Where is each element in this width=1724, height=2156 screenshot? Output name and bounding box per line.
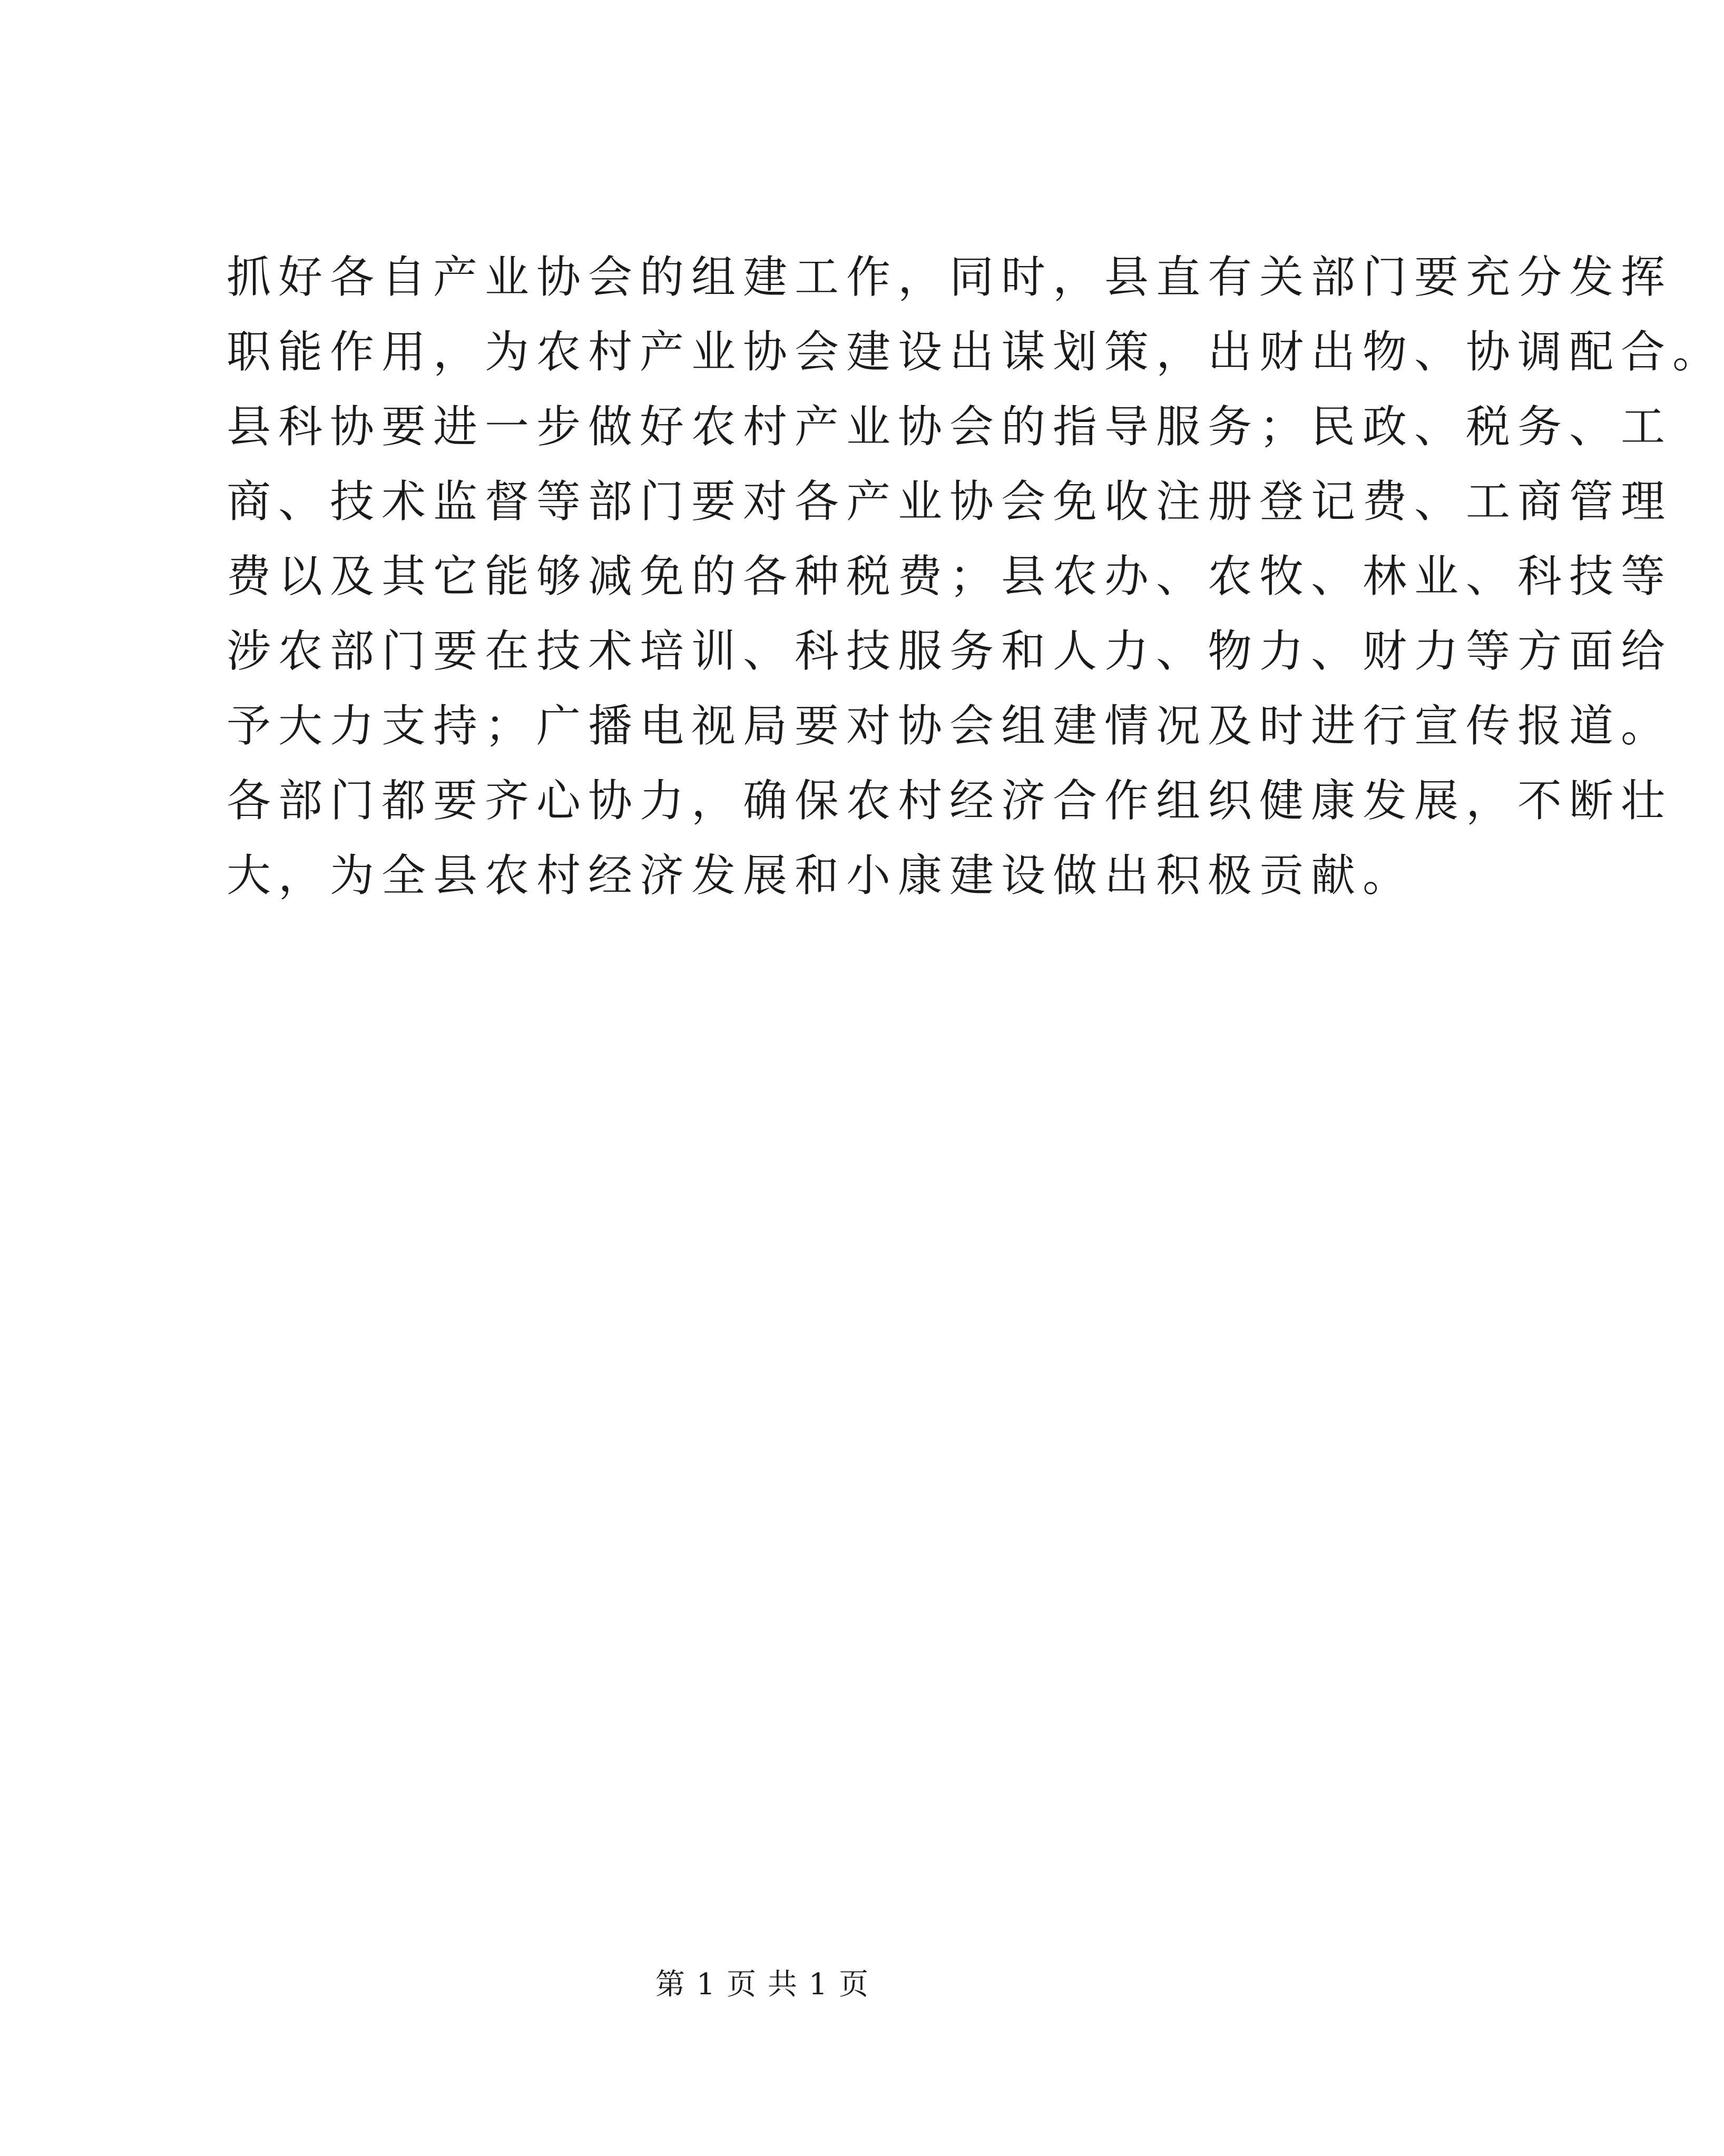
paragraph-line-7: 予大力支持；广播电视局要对协会组建情况及时进行宣传报道。 bbox=[227, 700, 1673, 752]
paragraph-line-3: 县科协要进一步做好农村产业协会的指导服务；民政、税务、工 bbox=[227, 401, 1673, 452]
paragraph-line-9: 大，为全县农村经济发展和小康建设做出积极贡献。 bbox=[227, 850, 1415, 901]
paragraph-line-8: 各部门都要齐心协力，确保农村经济合作组织健康发展，不断壮 bbox=[227, 775, 1673, 826]
paragraph-line-1: 抓好各自产业协会的组建工作，同时，县直有关部门要充分发挥 bbox=[227, 251, 1673, 303]
body-paragraph bbox=[227, 240, 1724, 913]
paragraph-line-4: 商、技术监督等部门要对各产业协会免收注册登记费、工商管理 bbox=[227, 476, 1673, 527]
paragraph-line-2: 职能作用，为农村产业协会建设出谋划策，出财出物、协调配合。 bbox=[227, 326, 1724, 378]
page-number-footer: 第 1 页 共 1 页 bbox=[655, 1967, 870, 2002]
paragraph-line-6: 涉农部门要在技术培训、科技服务和人力、物力、财力等方面给 bbox=[227, 625, 1673, 677]
paragraph-line-5: 费以及其它能够减免的各种税费；县农办、农牧、林业、科技等 bbox=[227, 550, 1673, 602]
